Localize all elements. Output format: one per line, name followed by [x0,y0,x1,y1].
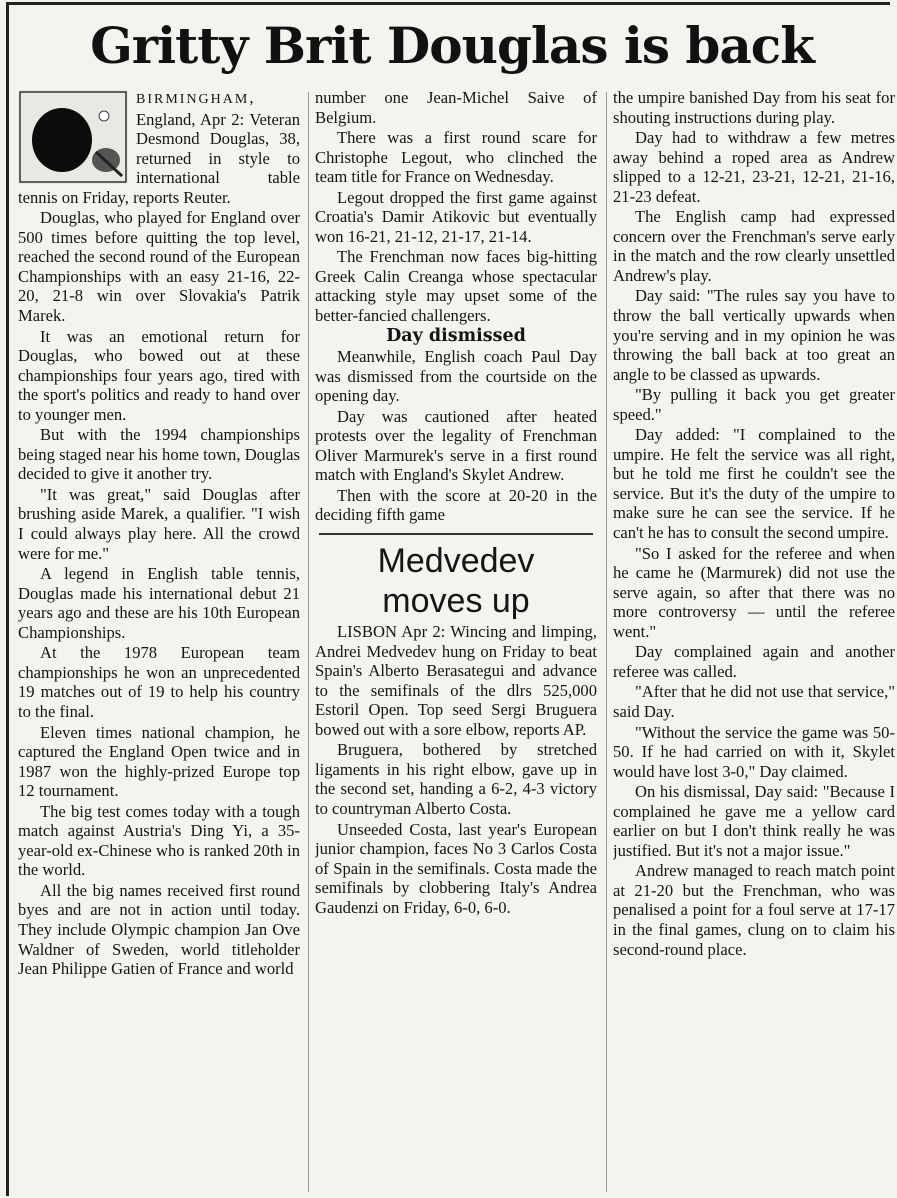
paragraph: LISBON Apr 2: Wincing and limping, Andrei Medvedev hung on Friday to beat Spain's Alberto Berasategui and advance to the semifinals of the dlrs 525,000 Estoril Open. Top seed Sergi Bruguera bowed out with a sore elbow, reports AP. [315,622,597,739]
paragraph: On his dismissal, Day said: "Because I complained he gave me a yellow card earlier on but I don't think really he was justified. But it's not a major issue." [613,782,895,860]
paragraph: A legend in English table tennis, Douglas made his international debut 21 years ago and these are his 10th European Championships. [18,564,300,642]
paragraph: Then with the score at 20-20 in the deciding fifth game [315,485,597,525]
paddle-icon [18,90,128,184]
subhead-day-dismissed: Day dismissed [386,325,526,346]
dateline-lede: , England, Apr 2: Veteran Desmond Douglas, 38, returned in style to international table tennis on Friday, reports Reuter. [18,88,300,207]
paragraph: Unseeded Costa, last year's European junior champion, faces No 3 Carlos Costa of Spain in the semifinals. Costa made the semifinals by clobbering Italy's Andrea Gaudenzi on Friday, 6-0, 6-0. [315,819,597,917]
story2-headline-line1: Medvedev [377,542,535,581]
paragraph: The Frenchman now faces big-hitting Greek Calin Creanga whose spectacular attacking style may upset some of the better-fancied challengers. [315,247,597,326]
paragraph: number one Jean-Michel Saive of Belgium. [315,88,597,127]
paragraph: "By pulling it back you get greater speed." [613,385,895,424]
paragraph: There was a first round scare for Christophe Legout, who clinched the team title for France on Wednesday. [315,128,597,187]
paragraph: Eleven times national champion, he captured the England Open twice and in 1987 won the highly-prized Europe top 12 tournament. [18,722,300,801]
paragraph: Douglas, who played for England over 500 times before quitting the top level, reached the second round of the European Championships with an easy 21-16, 22-20, 21-8 win over Slovakia's Patrik Marek. [18,208,300,326]
paragraph: Bruguera, bothered by stretched ligaments in his right elbow, gave up in the second set, handing a 6-2, 4-3 victory to countryman Alberto Costa. [315,740,597,818]
paragraph: "Without the service the game was 50-50. If he had carried on with it, Skylet would have lost 3-0," Day claimed. [613,722,895,781]
story2-headline [315,541,597,621]
paragraph: At the 1978 European team championships he won an unprecedented 19 matches out of 19 to help his country to the final. [18,643,300,721]
column-divider-2 [606,92,607,1192]
column-2 [315,88,597,1188]
paragraph: "It was great," said Douglas after brushing aside Marek, a qualifier. "I wish I could always play here. All the crowd were for me." [18,484,300,563]
dateline-city: BIRMINGHAM [136,92,250,107]
top-border-rule [6,2,890,5]
left-border-rule [6,2,9,1196]
column-divider-1 [308,92,309,1192]
paragraph: Legout dropped the first game against Croatia's Damir Atikovic but eventually won 16-21, 21-12, 21-17, 21-14. [315,187,597,246]
paragraph: "After that he did not use that service," said Day. [613,682,895,721]
story-separator-rule [319,533,593,535]
paragraph: Day said: "The rules say you have to throw the ball vertically upwards when you're serving and in my opinion he was throwing the ball back at too great an angle to be classed as upwards. [613,286,895,384]
column-1 [18,88,300,1188]
paragraph: But with the 1994 championships being staged near his home town, Douglas decided to give it another try. [18,425,300,484]
paragraph: Day complained again and another referee was called. [613,642,895,681]
paragraph: the umpire banished Day from his seat for shouting instructions during play. [613,88,895,127]
paragraph: Day was cautioned after heated protests over the legality of Frenchman Oliver Marmurek's serve in a first round match with England's Skylet Andrew. [315,406,597,485]
paragraph: "So I asked for the referee and when he came he (Marmurek) did not use the serve again, so after that there was no more controversy — until the referee went." [613,543,895,641]
player-photo [18,90,128,184]
story2-headline-line2: moves up [382,582,530,621]
paragraph: Day added: "I complained to the umpire. He felt the service was all right, but he told me first he couldn't see the service. But it's the duty of the umpire to make sure he can see the service. If he can't he has to consult the second umpire. [613,425,895,543]
paragraph: Meanwhile, English coach Paul Day was dismissed from the courtside on the opening day. [315,347,597,406]
paragraph: Andrew managed to reach match point at 21-20 but the Frenchman, who was penalised a point for a foul serve at 17-17 in the final games, clung on to claim his second-round place. [613,861,895,959]
paragraph: The big test comes today with a tough match against Austria's Ding Yi, a 35-year-old ex-Chinese who is ranked 20th in the world. [18,801,300,880]
paragraph: The English camp had expressed concern over the Frenchman's serve early in the match and the row clearly unsettled Andrew's play. [613,207,895,285]
column-3 [613,88,895,1188]
paragraph: It was an emotional return for Douglas, who bowed out at these championships four years ago, tired with the sport's politics and ready to hand over to younger men. [18,326,300,424]
headline: Gritty Brit Douglas is back [90,16,814,75]
paragraph: Day had to withdraw a few metres away behind a roped area as Andrew slipped to a 12-21, 23-21, 12-21, 21-16, 21-23 defeat. [613,128,895,206]
paragraph: All the big names received first round byes and are not in action until today. They include Olympic champion Jan Ove Waldner of Sweden, world titleholder Jean Philippe Gatien of France and world [18,880,300,979]
